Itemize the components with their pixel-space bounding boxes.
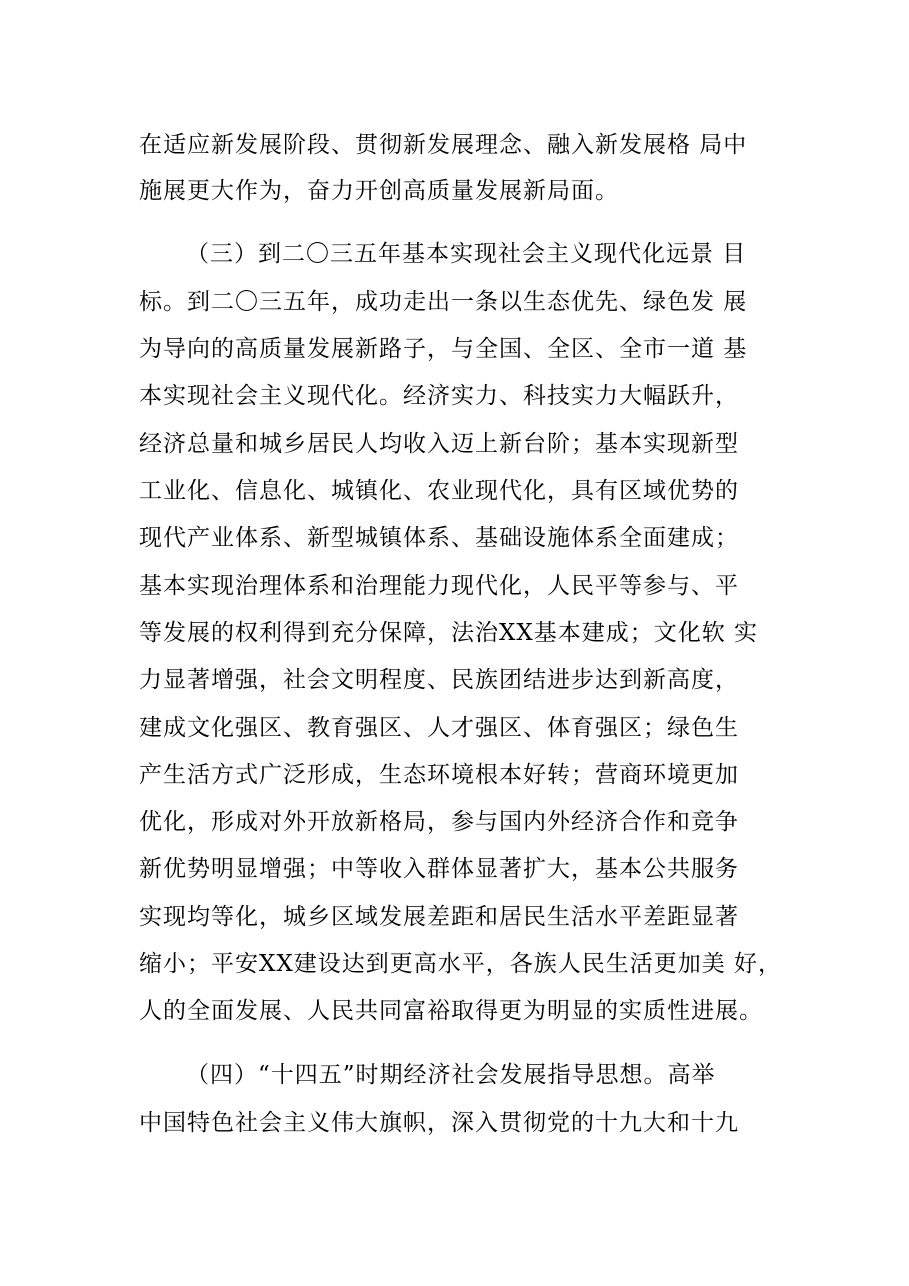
text-line: 新优势明显增强；中等收入群体显著扩大，基本公共服务 xyxy=(139,856,739,882)
text-line: 建成文化强区、教育强区、人才强区、体育强区；绿色生 xyxy=(139,715,739,741)
text-line: 现代产业体系、新型城镇体系、基础设施体系全面建成； xyxy=(139,525,739,551)
text-line: 工业化、信息化、城镇化、农业现代化，具有区域优势的 xyxy=(139,478,739,504)
text-line: 力显著增强，社会文明程度、民族团结进步达到新高度， xyxy=(139,667,739,693)
text-line: 本实现社会主义现代化。经济实力、科技实力大幅跃升， xyxy=(139,383,739,409)
paragraph-heading-line: （三）到二〇三五年基本实现社会主义现代化远景 目 xyxy=(186,241,747,267)
text-line: 产生活方式广泛形成，生态环境根本好转；营商环境更加 xyxy=(139,762,739,788)
text-line: 中国特色社会主义伟大旗帜，深入贯彻党的十九大和十九 xyxy=(139,1110,739,1136)
text-line: 人的全面发展、人民共同富裕取得更为明显的实质性进展。 xyxy=(139,998,763,1024)
paragraph-heading-line: （四）“十四五”时期经济社会发展指导思想。高举 xyxy=(186,1062,716,1088)
text-line: 在适应新发展阶段、贯彻新发展理念、融入新发展格 局中 xyxy=(139,132,748,158)
text-line: 施展更大作为，奋力开创高质量发展新局面。 xyxy=(139,178,619,204)
text-line: 实现均等化，城乡区域发展差距和居民生活水平差距显著 xyxy=(139,904,739,930)
text-line: 等发展的权利得到充分保障，法治XX基本建成；文化软 实 xyxy=(139,620,759,646)
text-line: 为导向的高质量发展新路子，与全国、全区、全市一道 基 xyxy=(139,336,748,362)
text-line: 缩小；平安XX建设达到更高水平，各族人民生活更加美 好， xyxy=(139,951,783,977)
text-line: 标。到二〇三五年，成功走出一条以生态优先、绿色发 展 xyxy=(139,289,748,315)
text-line: 基本实现治理体系和治理能力现代化，人民平等参与、平 xyxy=(139,573,739,599)
text-line: 经济总量和城乡居民人均收入迈上新台阶；基本实现新型 xyxy=(139,431,739,457)
text-line: 优化，形成对外开放新格局，参与国内外经济合作和竞争 xyxy=(139,809,739,835)
